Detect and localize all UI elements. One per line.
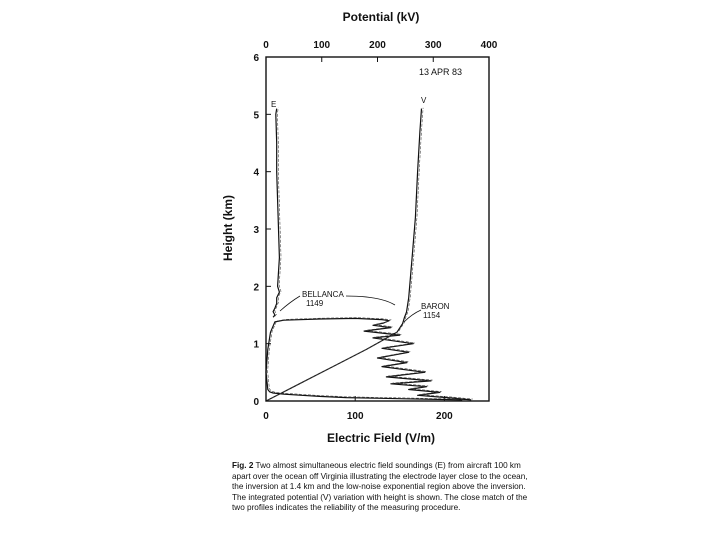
y-tick-label-3: 3 <box>253 225 259 236</box>
annotation-baron: BARON 1154 <box>421 302 450 320</box>
y-axis-ticks <box>253 53 271 408</box>
series-line-companion-0 <box>268 318 473 400</box>
top-axis-title: Potential (kV) <box>342 10 420 24</box>
top-axis-ticks <box>263 40 498 62</box>
series-label-v: V <box>421 96 427 105</box>
top-tick-label-3: 300 <box>424 40 442 51</box>
figure-caption <box>232 461 532 514</box>
plot-frame <box>266 57 489 401</box>
top-tick-label-4: 400 <box>480 40 498 51</box>
top-tick-label-1: 100 <box>313 40 331 51</box>
annotation-bellanca-leader-left <box>280 296 300 311</box>
bottom-tick-label-0: 0 <box>263 411 269 422</box>
annotation-bellanca-leader-right <box>346 296 395 305</box>
series-line-e-1 <box>273 109 279 318</box>
bottom-tick-label-2: 200 <box>436 411 453 422</box>
series-line-v-2 <box>266 109 422 401</box>
bottom-tick-label-1: 100 <box>346 411 364 422</box>
series-line-e-0 <box>266 318 471 400</box>
y-tick-label-1: 1 <box>253 339 259 351</box>
y-tick-label-0: 0 <box>253 397 259 408</box>
y-tick-label-6: 6 <box>253 53 259 64</box>
caption-text: Two almost simultaneous electric field soundings (E) from aircraft 100 km apart over the ocean off Virginia illustrating the electrode layer close to the ocean, the inversion at 1.4 km and the low-noise exponential region above the inversion. The integrated potential (V) variation with height is shown. The close match of the two profiles indicates the reliability of the measuring procedure. <box>232 461 528 513</box>
y-tick-label-5: 5 <box>253 110 259 122</box>
date-label: 13 APR 83 <box>419 67 463 77</box>
caption-label: Fig. 2 <box>232 461 254 470</box>
annotation-bellanca: BELLANCA 1149 <box>302 290 344 308</box>
bottom-axis-title: Electric Field (V/m) <box>326 431 436 445</box>
bottom-axis-ticks <box>263 396 453 422</box>
series-line-companion-2 <box>268 108 424 400</box>
y-axis-title: Height (km) <box>221 195 235 261</box>
series-layer <box>266 108 473 401</box>
top-tick-label-0: 0 <box>263 40 269 51</box>
series-label-e: E <box>271 100 277 109</box>
y-tick-label-2: 2 <box>253 282 259 294</box>
y-tick-label-4: 4 <box>253 167 259 179</box>
top-tick-label-2: 200 <box>369 40 386 51</box>
